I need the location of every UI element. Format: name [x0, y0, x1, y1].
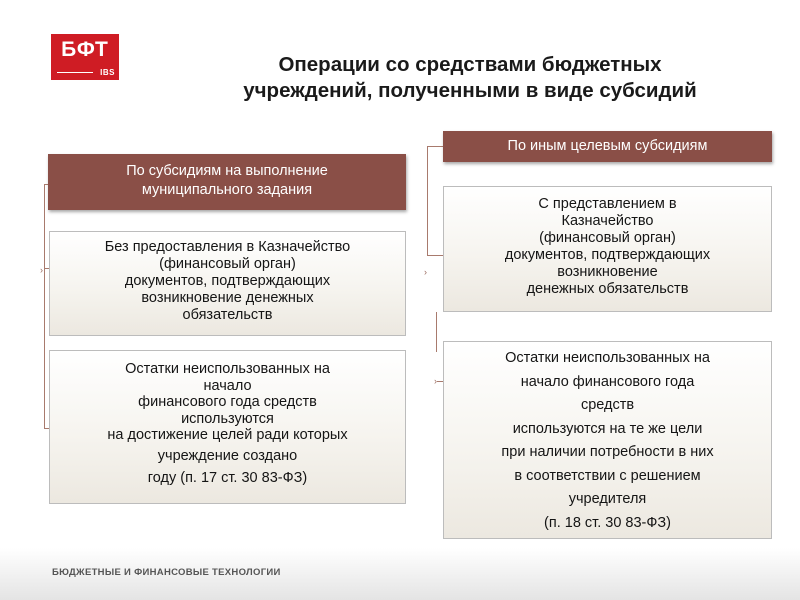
logo-text: БФТ [61, 38, 109, 61]
right-box1-line: (финансовый орган) [539, 230, 676, 246]
left-box2-line: Остатки неиспользованных на [125, 361, 330, 377]
left-header-line2: муниципального задания [141, 182, 313, 198]
right-box1-line: документов, подтверждающих [504, 247, 711, 263]
slide-title-line2: учреждений, полученными в виде субсидий [243, 79, 697, 102]
bft-logo [51, 34, 119, 80]
left-box1-line: обязательств [182, 307, 273, 323]
left-box2-line: финансового года средств [138, 394, 317, 410]
footer-company-name: БЮДЖЕТНЫЕ И ФИНАНСОВЫЕ ТЕХНОЛОГИИ [52, 567, 281, 578]
right-box1-line: возникновение [557, 264, 658, 280]
left-box1-line: документов, подтверждающих [124, 273, 331, 289]
right-box2-line: используются на те же цели [512, 420, 703, 437]
right-connector-vertical [427, 146, 428, 256]
logo-divider [57, 72, 93, 73]
right-box1-line: денежных обязательств [526, 281, 689, 297]
right-header-text: По иным целевым субсидиям [507, 138, 708, 154]
right-box2-line: в соответствии с решением [514, 467, 701, 484]
right-box1-line: Казначейство [561, 213, 654, 229]
left-box2-line: на достижение целей ради которых [107, 427, 348, 443]
right-box2-line: средств [580, 397, 635, 413]
slide-title [150, 52, 790, 104]
right-box-remainders [443, 341, 772, 539]
right-box2-line: учредителя [568, 491, 647, 507]
left-box1-line: (финансовый орган) [159, 256, 296, 272]
right-connector-top [427, 146, 443, 147]
right-arrow-marker: › [424, 267, 427, 277]
left-header-line1: По субсидиям на выполнение [126, 163, 328, 179]
right-box1-line: С представлением в [538, 196, 677, 212]
right-arrow-marker-2: › [434, 376, 437, 386]
right-box2-line: (п. 18 ст. 30 83-ФЗ) [544, 514, 671, 531]
right-header-other-subsidies [443, 131, 772, 162]
right-box-with-documents [443, 186, 772, 312]
slide-title-line1: Операции со средствами бюджетных [278, 53, 662, 76]
right-connector-branch1 [427, 255, 443, 256]
left-box2-line: учреждение создано [157, 448, 298, 464]
left-box-without-documents [49, 231, 406, 336]
right-box2-line: при наличии потребности в них [501, 444, 714, 460]
right-box2-line: Остатки неиспользованных на [505, 350, 710, 366]
left-header-municipal-task [48, 154, 406, 210]
right-box2-line: начало финансового года [520, 373, 695, 390]
left-connector-vertical [44, 184, 45, 428]
left-box2-line: начало [203, 378, 252, 394]
right-connector-divider [436, 312, 437, 352]
logo-sub-text: IBS [100, 68, 115, 77]
left-box-remainders [49, 350, 406, 504]
left-arrow-marker: › [40, 265, 43, 275]
left-box2-line: году (п. 17 ст. 30 83-ФЗ) [147, 470, 308, 486]
left-box2-line: используются [181, 411, 274, 427]
left-box1-line: возникновение денежных [141, 290, 314, 306]
left-box1-line: Без предоставления в Казначейство [104, 239, 351, 255]
